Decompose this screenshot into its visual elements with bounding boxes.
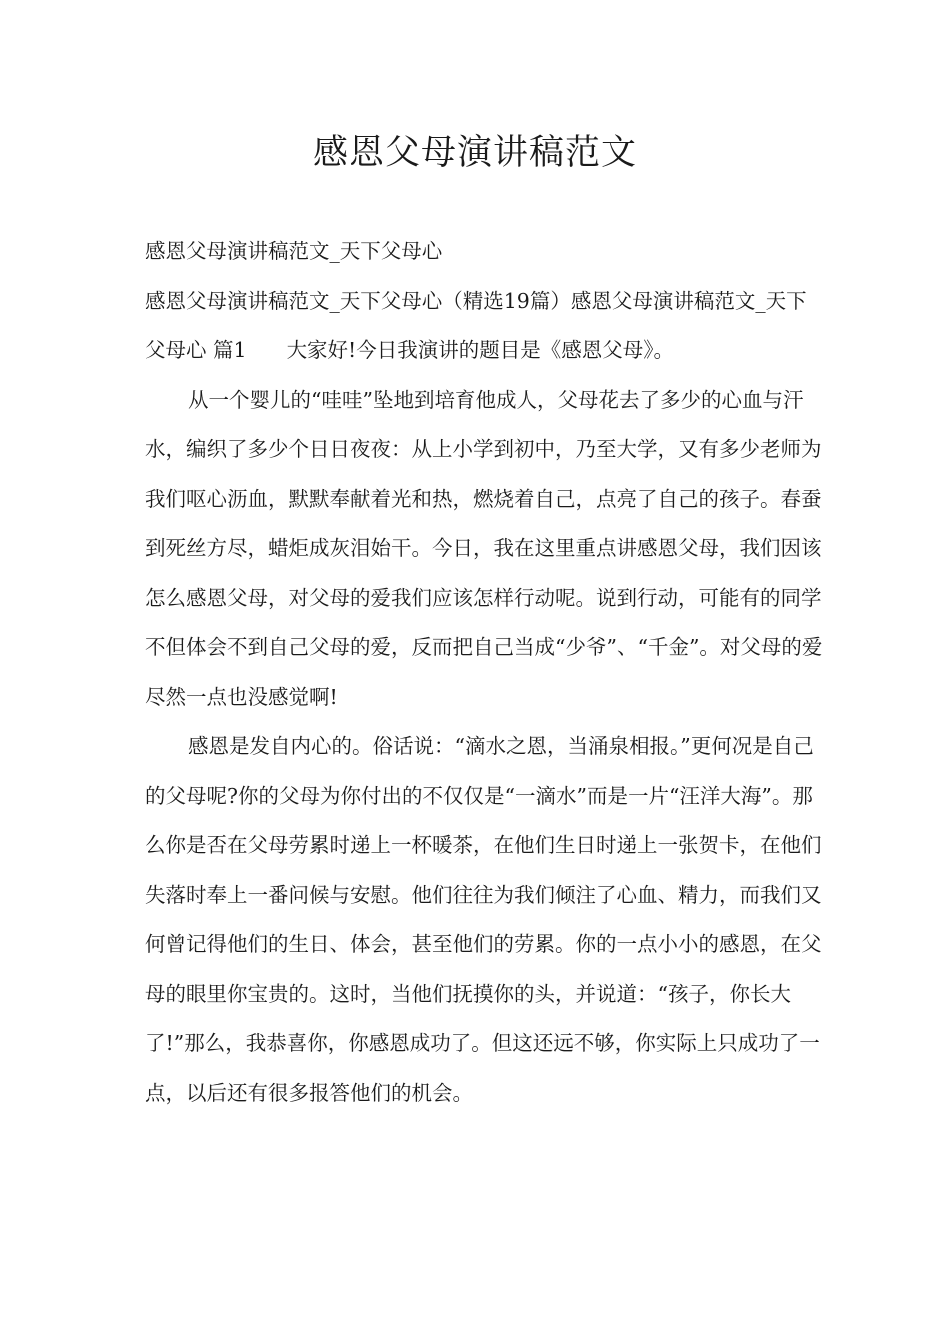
intro-greeting: 大家好!今日我演讲的题目是《感恩父母》。 [286,338,675,362]
document-title: 感恩父母演讲稿范文 [312,133,637,173]
intro-paragraph [145,277,825,376]
intro-heading: 感恩父母演讲稿范文_天下父母心（精选19篇）感恩父母演讲稿范文_天下父母心 篇1 [145,288,807,362]
document-body [145,227,825,1118]
paragraph-1: 从一个婴儿的“哇哇”坠地到培育他成人，父母花去了多少的心血与汗水，编织了多少个日日夜夜：从上小学到初中，乃至大学，又有多少老师为我们呕心沥血，默默奉献着光和热，燃烧着自己，点亮了自己的孩子。春蚕到死丝方尽，蜡炬成灰泪始干。今日，我在这里重点讲感恩父母，我们因该怎么感恩父母，对父母的爱我们应该怎样行动呢。说到行动，可能有的同学不但体会不到自己父母的爱，反而把自己当成“少爷”、“千金”。对父母的爱尽然一点也没感觉啊! [145,387,823,709]
subtitle-line: 感恩父母演讲稿范文_天下父母心 [145,239,443,263]
paragraph-2: 感恩是发自内心的。俗话说：“滴水之恩，当涌泉相报。”更何况是自己的父母呢?你的父母为你付出的不仅仅是“一滴水”而是一片“汪洋大海”。那么你是否在父母劳累时递上一杯暖茶，在他们生日时递上一张贺卡，在他们失落时奉上一番问候与安慰。他们往往为我们倾注了心血、精力，而我们又何曾记得他们的生日、体会，甚至他们的劳累。你的一点小小的感恩，在父母的眼里你宝贵的。这时，当他们抚摸你的头，并说道：“孩子，你长大了!”那么，我恭喜你，你感恩成功了。但这还远不够，你实际上只成功了一点，以后还有很多报答他们的机会。 [145,734,822,1105]
